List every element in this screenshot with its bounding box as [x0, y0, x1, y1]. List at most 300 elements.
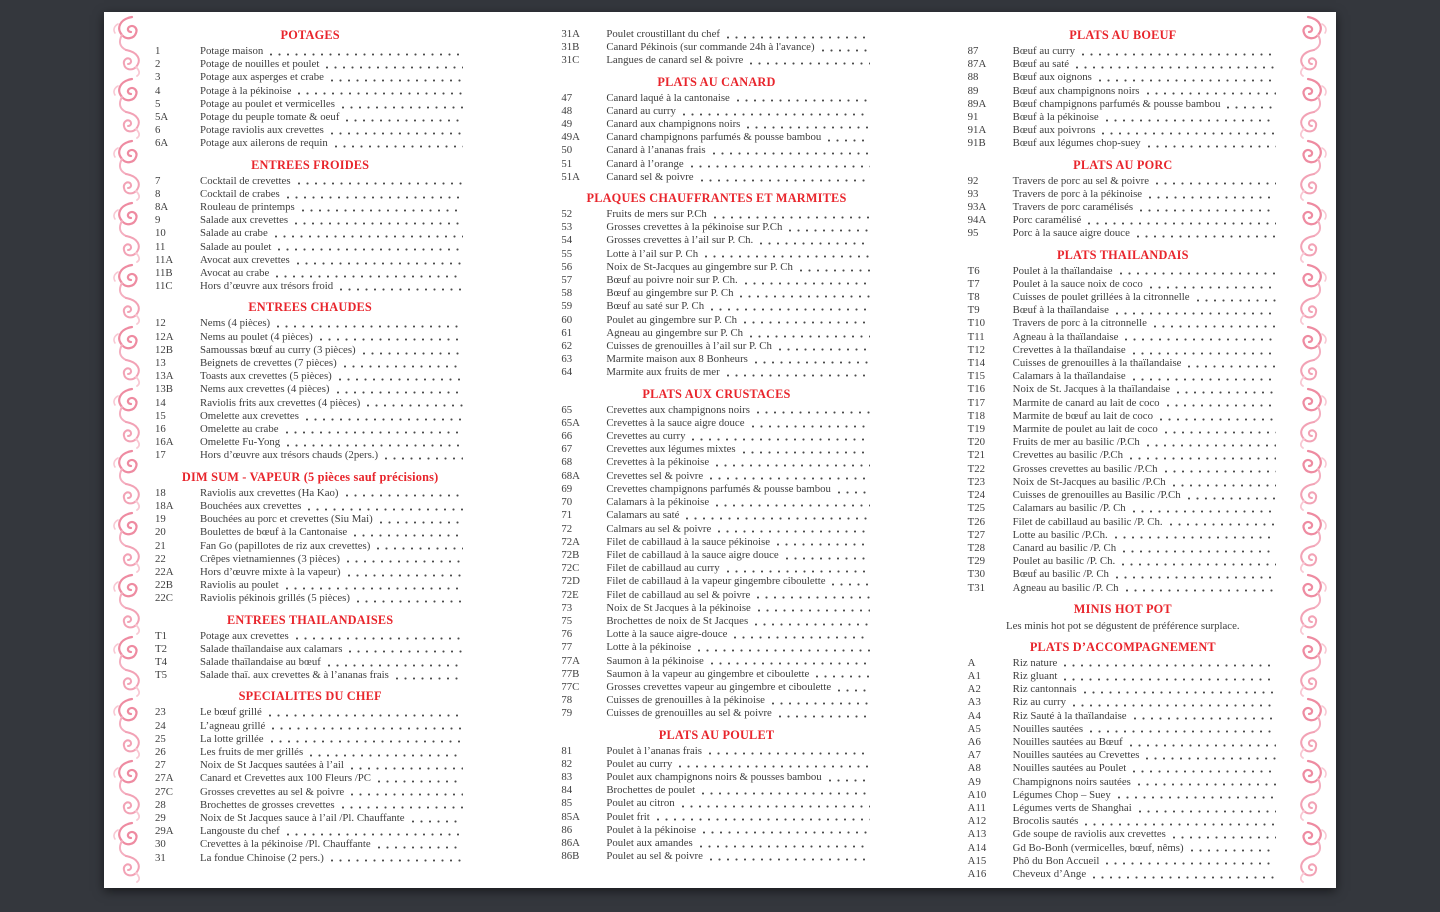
dot-leader: [711, 308, 870, 311]
menu-item-name: Rouleau de printemps: [200, 201, 295, 214]
dot-leader: [342, 106, 463, 109]
dot-leader: [744, 321, 870, 324]
dot-leader: [276, 275, 463, 278]
dot-leader: [727, 36, 870, 39]
menu-item-number: 88: [967, 71, 979, 84]
menu-item: [155, 397, 465, 410]
menu-item-name: Brochettes de poulet: [606, 784, 696, 797]
menu-item: [968, 265, 1278, 278]
dot-leader: [713, 152, 870, 155]
menu-item-name: Poulet croustillant du chef: [606, 28, 720, 40]
dot-leader: [286, 431, 464, 434]
menu-item: [561, 287, 871, 300]
dot-leader: [755, 623, 870, 626]
menu-item-name: Potage maison: [200, 45, 264, 57]
menu-item: [155, 592, 465, 605]
menu-item: [561, 327, 871, 340]
menu-item: [968, 227, 1278, 240]
menu-item-name: Lotte à la pékinoise: [606, 641, 692, 654]
menu-item: [155, 254, 465, 267]
menu-item-number: 77C: [561, 680, 580, 693]
dot-leader: [275, 235, 464, 238]
dot-leader: [302, 209, 464, 212]
menu-item-number: A12: [967, 815, 987, 828]
menu-item: [968, 370, 1278, 383]
menu-item-number: T29: [967, 555, 986, 568]
menu-item-name: Omelette aux crevettes: [200, 409, 299, 422]
menu-item-name: L’agneau grillé: [200, 719, 266, 732]
dot-leader: [1140, 209, 1276, 212]
menu-item-number: 17: [155, 449, 166, 462]
dot-leader: [1165, 431, 1276, 434]
dot-leader: [779, 348, 870, 351]
menu-item-name: Salade aux crevettes: [200, 214, 289, 227]
menu-item-name: Samoussas bœuf au curry (3 pièces): [200, 343, 356, 356]
menu-item: [968, 789, 1278, 802]
dot-leader: [698, 649, 869, 652]
menu-item-name: Beignets de crevettes (7 pièces): [200, 357, 337, 370]
menu-item: [968, 542, 1278, 555]
menu-item-name: Calamars au basilic /P. Ch: [1012, 502, 1126, 515]
dot-leader: [700, 845, 870, 848]
menu-item: [968, 201, 1278, 214]
menu-item-name: Riz cantonnais: [1012, 683, 1077, 696]
dot-leader: [683, 113, 870, 116]
menu-item-name: Salade au poulet: [200, 240, 272, 253]
menu-item-number: A15: [967, 854, 987, 867]
menu-item: [155, 500, 465, 513]
menu-item-number: 77A: [561, 654, 580, 667]
menu-item-number: 25: [155, 732, 166, 745]
menu-item: [561, 549, 871, 562]
menu-item-number: 89A: [967, 97, 987, 110]
menu-item-name: Crêpes vietnamiennes (3 pièces): [200, 552, 341, 565]
dot-leader: [752, 425, 870, 428]
menu-item: [561, 248, 871, 261]
section-title: PLATS AU CANARD: [657, 74, 776, 89]
menu-item-name: Crevettes au curry: [606, 430, 686, 443]
menu-item: [561, 707, 871, 720]
dot-leader: [716, 464, 869, 467]
menu-item-name: Travers de porc au sel & poivre: [1012, 174, 1149, 187]
menu-item: [968, 344, 1278, 357]
menu-item-number: 5: [155, 97, 161, 110]
menu-item-name: Salade thaï. aux crevettes & à l’ananas frais: [200, 669, 389, 682]
menu-item-number: 13B: [155, 383, 173, 396]
menu-item-name: Avocat au crabe: [200, 267, 270, 280]
dot-leader: [757, 596, 869, 599]
dot-leader: [1085, 823, 1276, 826]
menu-item: [968, 476, 1278, 489]
menu-item-number: 18: [155, 486, 166, 499]
dot-leader: [832, 583, 869, 586]
menu-item-number: T12: [967, 343, 986, 356]
menu-item-name: Nems (4 pièces): [200, 317, 271, 330]
menu-item: [968, 670, 1278, 683]
menu-item-number: 12B: [155, 343, 173, 356]
menu-item-number: 54: [561, 234, 573, 247]
menu-item-name: Potage raviolis aux crevettes: [200, 124, 324, 137]
menu-item-number: 64: [561, 366, 573, 379]
dot-leader: [714, 216, 870, 219]
menu-item-number: 19: [155, 513, 166, 526]
dot-leader: [828, 139, 869, 142]
dot-leader: [777, 543, 870, 546]
menu-item: [561, 404, 871, 417]
menu-item-number: 94A: [967, 214, 987, 227]
menu-item: [968, 683, 1278, 696]
menu-item: [968, 696, 1278, 709]
menu-item-name: Poulet frit: [606, 810, 650, 823]
dot-leader: [270, 53, 463, 56]
dot-leader: [1120, 272, 1276, 275]
menu-item-name: Crevettes aux légumes mixtes: [606, 443, 736, 456]
dot-leader: [789, 229, 869, 232]
menu-item-number: T26: [967, 515, 986, 528]
menu-item: [968, 736, 1278, 749]
dot-leader: [296, 637, 464, 640]
menu-item: [155, 71, 465, 84]
menu-item-number: 82: [561, 757, 573, 770]
dot-leader: [711, 662, 870, 665]
menu-item-number: 72A: [561, 535, 580, 548]
menu-item: [968, 291, 1278, 304]
menu-item-number: 66: [561, 430, 573, 443]
menu-item-name: Phô du Bon Accueil: [1012, 854, 1100, 867]
menu-item-name: Crevettes aux champignons noirs: [606, 403, 750, 416]
dot-leader: [298, 92, 463, 95]
menu-item: [155, 188, 465, 201]
dot-leader: [340, 288, 463, 291]
menu-item-number: T19: [967, 423, 986, 436]
menu-item-number: 22: [155, 552, 166, 565]
menu-item-name: Crevettes à la pékinoise: [606, 456, 710, 469]
menu-item-name: Poulet au curry: [606, 757, 673, 770]
dot-leader: [1133, 352, 1276, 355]
menu-item: [968, 124, 1278, 137]
menu-item: [561, 221, 871, 234]
menu-item-number: 58: [561, 287, 573, 300]
menu-item-name: Cuisses de grenouilles à l’ail sur P. Ch: [606, 340, 772, 353]
dot-leader: [1123, 550, 1276, 553]
menu-item-number: A3: [967, 696, 981, 709]
dot-leader: [1116, 576, 1276, 579]
menu-item: [561, 575, 871, 588]
menu-item: [155, 799, 465, 812]
menu-item-number: T15: [967, 370, 986, 383]
menu-item-name: Bouchées au porc et crevettes (Siu Mai): [200, 513, 373, 526]
menu-item-number: A9: [967, 775, 981, 788]
dot-leader: [1173, 484, 1276, 487]
menu-item-number: 18A: [155, 499, 174, 512]
menu-item: [561, 589, 871, 602]
menu-item-number: 11B: [155, 267, 173, 280]
menu-item-number: 65: [561, 403, 573, 416]
dot-leader: [838, 689, 869, 692]
menu-content: [155, 28, 1278, 880]
section-title: PLATS AUX CRUSTACES: [642, 386, 791, 401]
menu-item: [561, 615, 871, 628]
dot-leader: [703, 831, 870, 834]
dot-leader: [1146, 757, 1276, 760]
menu-item-name: Calamars à la pékinoise: [606, 496, 710, 509]
menu-item: [561, 641, 871, 654]
dot-leader: [786, 557, 870, 560]
dot-leader: [758, 609, 870, 612]
dot-leader: [287, 196, 464, 199]
menu-item-name: Hors d’œuvre aux trésors chauds (2pers.): [200, 449, 379, 462]
menu-item-number: 86: [561, 823, 573, 836]
dot-leader: [269, 714, 464, 717]
menu-item-number: 72B: [561, 548, 580, 561]
menu-item: [561, 628, 871, 641]
dot-leader: [1088, 222, 1276, 225]
menu-item: [155, 370, 465, 383]
menu-column-right: [968, 28, 1278, 880]
dot-leader: [385, 457, 463, 460]
menu-item-name: Cocktail de crabes: [200, 187, 280, 200]
menu-item-number: 15: [155, 409, 166, 422]
menu-item: [561, 850, 871, 863]
section-note: Les minis hot pot se dégustent de préférence surplace.: [1006, 619, 1240, 632]
menu-item: [155, 487, 465, 500]
menu-item-name: Bœuf au saté sur P. Ch: [606, 300, 705, 313]
menu-item: [968, 188, 1278, 201]
menu-item: [561, 758, 871, 771]
menu-item: [155, 579, 465, 592]
menu-item-name: Noix de St-Jacques au basilic /P.Ch: [1012, 475, 1166, 488]
menu-item: [561, 144, 871, 157]
menu-item-name: Cheveux d’Ange: [1012, 867, 1087, 880]
menu-item: [155, 630, 465, 643]
menu-item-number: 30: [155, 838, 166, 851]
menu-item: [155, 786, 465, 799]
dot-leader: [342, 806, 464, 809]
menu-item-number: 31: [155, 851, 166, 864]
dot-leader: [1076, 66, 1276, 69]
menu-item-number: 6: [155, 124, 161, 137]
section-title: ENTREES THAILANDAISES: [227, 612, 394, 627]
menu-item-number: T9: [967, 304, 980, 317]
dot-leader: [701, 179, 870, 182]
menu-item-number: 95: [967, 227, 979, 240]
menu-item-number: 55: [561, 247, 573, 260]
menu-item-name: Calamars à la thaïlandaise: [1012, 370, 1126, 383]
menu-item-number: 86B: [561, 850, 580, 863]
menu-item: [561, 811, 871, 824]
menu-item-number: 86A: [561, 836, 580, 849]
menu-item: [561, 797, 871, 810]
menu-item-number: T30: [967, 568, 986, 581]
dot-leader: [705, 255, 870, 258]
menu-item: [968, 463, 1278, 476]
menu-item-number: T21: [967, 449, 986, 462]
menu-item-name: Canard laqué à la cantonaise: [606, 91, 730, 104]
menu-item-name: Poulet à l’ananas frais: [606, 744, 702, 757]
dot-leader: [679, 765, 869, 768]
menu-item: [968, 45, 1278, 58]
menu-item-number: 75: [561, 614, 573, 627]
menu-item-name: Nems au poulet (4 pièces): [200, 330, 313, 343]
dot-leader: [335, 145, 464, 148]
menu-item-number: 26: [155, 745, 166, 758]
menu-item-name: Poulet à la thaïlandaise: [1012, 264, 1113, 277]
menu-item-number: 9: [155, 214, 161, 227]
dot-leader: [344, 365, 464, 368]
menu-item-number: 52: [561, 208, 573, 221]
menu-item-name: Crevettes sel & poivre: [606, 469, 704, 482]
menu-item-name: Bœuf au saté: [1012, 58, 1070, 71]
menu-item: [155, 383, 465, 396]
dot-leader: [271, 740, 464, 743]
menu-item-name: Salade thaïlandaise aux calamars: [200, 642, 343, 655]
menu-item: [968, 582, 1278, 595]
dot-leader: [800, 269, 870, 272]
menu-item-name: Filet de cabillaud à la sauce aigre douce: [606, 548, 779, 561]
menu-item: [968, 710, 1278, 723]
menu-item: [968, 436, 1278, 449]
menu-item: [561, 171, 871, 184]
menu-item: [968, 214, 1278, 227]
menu-item-number: 29: [155, 811, 166, 824]
dot-leader: [1191, 849, 1276, 852]
dot-leader: [1130, 457, 1276, 460]
dot-leader: [743, 451, 870, 454]
dot-leader: [328, 664, 464, 667]
menu-item: [561, 509, 871, 522]
menu-item: [561, 158, 871, 171]
dot-leader: [1188, 365, 1276, 368]
menu-item-name: Grosses crevettes au basilic /P.Ch: [1012, 462, 1158, 475]
dot-leader: [1106, 119, 1276, 122]
menu-item: [561, 366, 871, 379]
menu-item-name: Cuisses de grenouilles au sel & poivre: [606, 707, 772, 720]
menu-item-number: 57: [561, 274, 573, 287]
menu-item: [155, 357, 465, 370]
dot-leader: [750, 335, 870, 338]
dot-leader: [1188, 497, 1276, 500]
menu-item: [968, 723, 1278, 736]
menu-item-name: Brochettes de grosses crevettes: [200, 798, 335, 811]
menu-item-number: A6: [967, 735, 981, 748]
menu-item-name: Poulet au gingembre sur P. Ch: [606, 313, 738, 326]
menu-item-name: Salade au crabe: [200, 227, 268, 240]
dot-leader: [363, 352, 464, 355]
dot-leader: [1130, 744, 1276, 747]
dot-leader: [1133, 770, 1276, 773]
menu-item: [155, 267, 465, 280]
dot-leader: [816, 675, 869, 678]
menu-item-number: T27: [967, 528, 986, 541]
menu-item-name: Noix de St Jacques sauce à l’ail /Pl. Chauffante: [200, 811, 405, 824]
dot-leader: [278, 248, 463, 251]
menu-item-number: T5: [155, 669, 167, 682]
menu-item: [155, 344, 465, 357]
menu-item-number: 60: [561, 313, 573, 326]
menu-item-number: A16: [967, 867, 987, 880]
dot-leader: [734, 636, 869, 639]
menu-item: [155, 58, 465, 71]
menu-item-name: Agneau au gingembre sur P. Ch: [606, 326, 744, 339]
menu-item-name: Cuisses de grenouilles à la pékinoise: [606, 694, 765, 707]
menu-item: [968, 331, 1278, 344]
section-title: PLATS AU BOEUF: [1069, 28, 1177, 42]
dot-leader: [682, 805, 870, 808]
menu-item-number: T18: [967, 409, 986, 422]
menu-item-name: Canard à l’orange: [606, 157, 684, 170]
menu-item: [155, 85, 465, 98]
menu-item-name: Potage du peuple tomate & oeuf: [200, 111, 340, 124]
menu-item: [968, 85, 1278, 98]
menu-item: [155, 227, 465, 240]
dot-leader: [1115, 536, 1276, 539]
menu-item: [155, 566, 465, 579]
menu-item: [155, 643, 465, 656]
menu-item-number: 51: [561, 157, 573, 170]
menu-item-name: Bœuf aux légumes chop-suey: [1012, 137, 1141, 150]
menu-item: [155, 201, 465, 214]
menu-item: [155, 513, 465, 526]
dot-leader: [1177, 391, 1276, 394]
menu-item-name: Bœuf au curry: [1012, 45, 1076, 57]
menu-item-number: 87: [967, 45, 979, 57]
rose-border-right: [1290, 14, 1330, 886]
menu-item: [155, 331, 465, 344]
menu-item-number: 53: [561, 221, 573, 234]
menu-item: [561, 771, 871, 784]
menu-item-name: Marmite maison aux 8 Bonheurs: [606, 353, 748, 366]
menu-item-number: 61: [561, 326, 573, 339]
menu-item: [968, 383, 1278, 396]
menu-item: [968, 568, 1278, 581]
menu-item-number: 14: [155, 396, 166, 409]
menu-item: [561, 536, 871, 549]
menu-item-name: Canard aux champignons noirs: [606, 118, 741, 131]
menu-item-name: Fan Go (papillotes de riz aux crevettes): [200, 539, 371, 552]
dot-leader: [1173, 836, 1276, 839]
menu-item-name: Fruits de mers sur P.Ch: [606, 208, 707, 221]
menu-item-number: T1: [155, 629, 167, 642]
dot-leader: [1170, 523, 1276, 526]
menu-item: [155, 98, 465, 111]
menu-item-number: 29A: [155, 825, 174, 838]
menu-item: [561, 470, 871, 483]
menu-item: [561, 456, 871, 469]
dot-leader: [320, 338, 464, 341]
dot-leader: [326, 66, 463, 69]
menu-item: [561, 523, 871, 536]
menu-item-name: Potage aux ailerons de requin: [200, 137, 328, 150]
dot-leader: [1102, 132, 1276, 135]
menu-item-name: La fondue Chinoise (2 pers.): [200, 851, 324, 864]
menu-item-number: 22C: [155, 592, 173, 605]
menu-item-name: Riz nature: [1012, 656, 1058, 669]
menu-item: [561, 340, 871, 353]
dot-leader: [1126, 589, 1276, 592]
menu-item-number: 83: [561, 770, 573, 783]
menu-item-name: Omelette au crabe: [200, 423, 279, 436]
menu-item-number: A: [967, 656, 976, 669]
menu-item-number: T6: [967, 264, 980, 277]
menu-item-number: T25: [967, 502, 986, 515]
dot-leader: [287, 833, 464, 836]
dot-leader: [709, 752, 870, 755]
menu-item-number: 77: [561, 641, 573, 654]
menu-item: [968, 828, 1278, 841]
menu-item-number: 12: [155, 317, 166, 330]
menu-item: [968, 423, 1278, 436]
dot-leader: [1090, 730, 1276, 733]
